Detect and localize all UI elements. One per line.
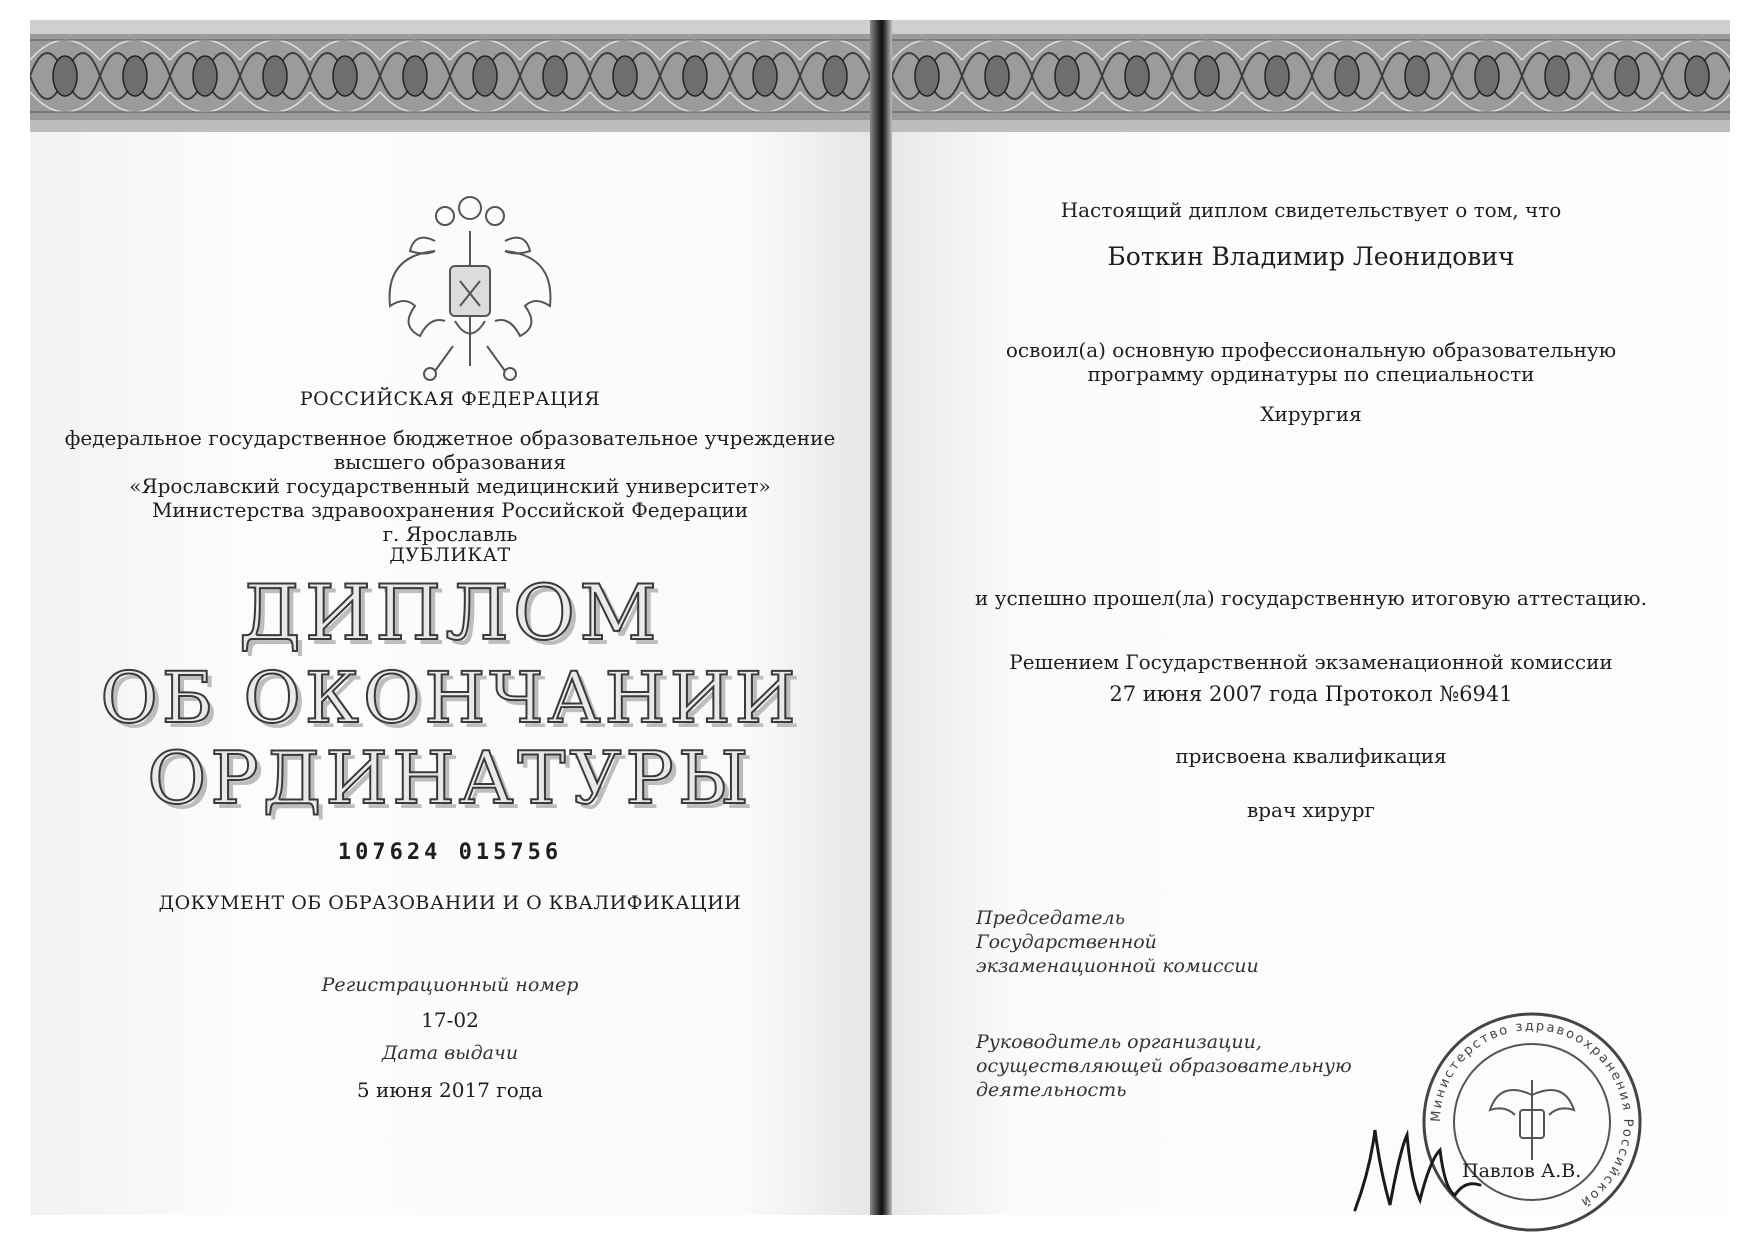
protocol-text: 27 июня 2007 года Протокол №6941 [1109, 682, 1513, 706]
duplicate-mark: ДУБЛИКАТ [389, 544, 511, 566]
signer-name: Павлов А.В. [1462, 1160, 1582, 1182]
russian-eagle-emblem-icon [375, 196, 565, 386]
head-line-3: деятельность [976, 1079, 1127, 1101]
issue-date: 5 июня 2017 года [356, 1078, 544, 1102]
program-line-2: программу ординатуры по специальности [1087, 362, 1535, 386]
chairman-line-3: экзаменационной комиссии [976, 955, 1259, 977]
intro-text: Настоящий диплом свидетельствует о том, что [1060, 198, 1562, 222]
title-line-1: ДИПЛОМ [239, 568, 661, 657]
qualification-label: присвоена квалификация [1175, 744, 1447, 768]
svg-text:Министерство здравоохранения Р: Министерство здравоохранения Российской [1428, 1018, 1636, 1211]
chairman-block [976, 906, 1259, 978]
decision-text: Решением Государственной экзаменационной комиссии [1009, 650, 1613, 674]
head-line-2: осуществляющей образовательную [976, 1055, 1352, 1077]
head-block [976, 1030, 1352, 1102]
specialty: Хирургия [1260, 402, 1362, 426]
registration-number: 17-02 [421, 1008, 479, 1032]
program-line-1: освоил(а) основную профессиональную образовательную [1005, 338, 1617, 362]
title-line-2: ОБ ОКОНЧАНИИ [100, 657, 800, 739]
chairman-line-2: Государственной [976, 931, 1157, 953]
guilloche-border-left [30, 20, 870, 132]
chairman-line-1: Председатель [976, 907, 1125, 929]
document-type: ДОКУМЕНТ ОБ ОБРАЗОВАНИИ И О КВАЛИФИКАЦИИ [158, 892, 742, 914]
attestation-text: и успешно прошел(ла) государственную итоговую аттестацию. [975, 586, 1647, 610]
guilloche-border-right [892, 20, 1730, 132]
institution-line-1: федеральное государственное бюджетное образовательное учреждение [64, 426, 836, 450]
title-line-3: ОРДИНАТУРЫ [147, 736, 753, 820]
institution-line-2: высшего образования [334, 450, 566, 474]
institution-city: г. Ярославль [382, 522, 518, 546]
registration-label: Регистрационный номер [321, 974, 579, 996]
book-spine [870, 20, 892, 1215]
diploma-spread [30, 20, 1730, 1215]
qualification: врач хирург [1246, 798, 1376, 822]
country-name: РОССИЙСКАЯ ФЕДЕРАЦИЯ [299, 388, 601, 410]
head-line-1: Руководитель организации, [976, 1031, 1262, 1053]
issue-date-label: Дата выдачи [381, 1042, 519, 1064]
institution-line-4: Министерства здравоохранения Российской Федерации [151, 498, 749, 522]
serial-number: 107624 015756 [337, 840, 563, 865]
graduate-full-name: Боткин Владимир Леонидович [1107, 242, 1515, 271]
institution-line-3: «Ярославский государственный медицинский университет» [129, 474, 771, 498]
left-page [30, 20, 870, 1215]
